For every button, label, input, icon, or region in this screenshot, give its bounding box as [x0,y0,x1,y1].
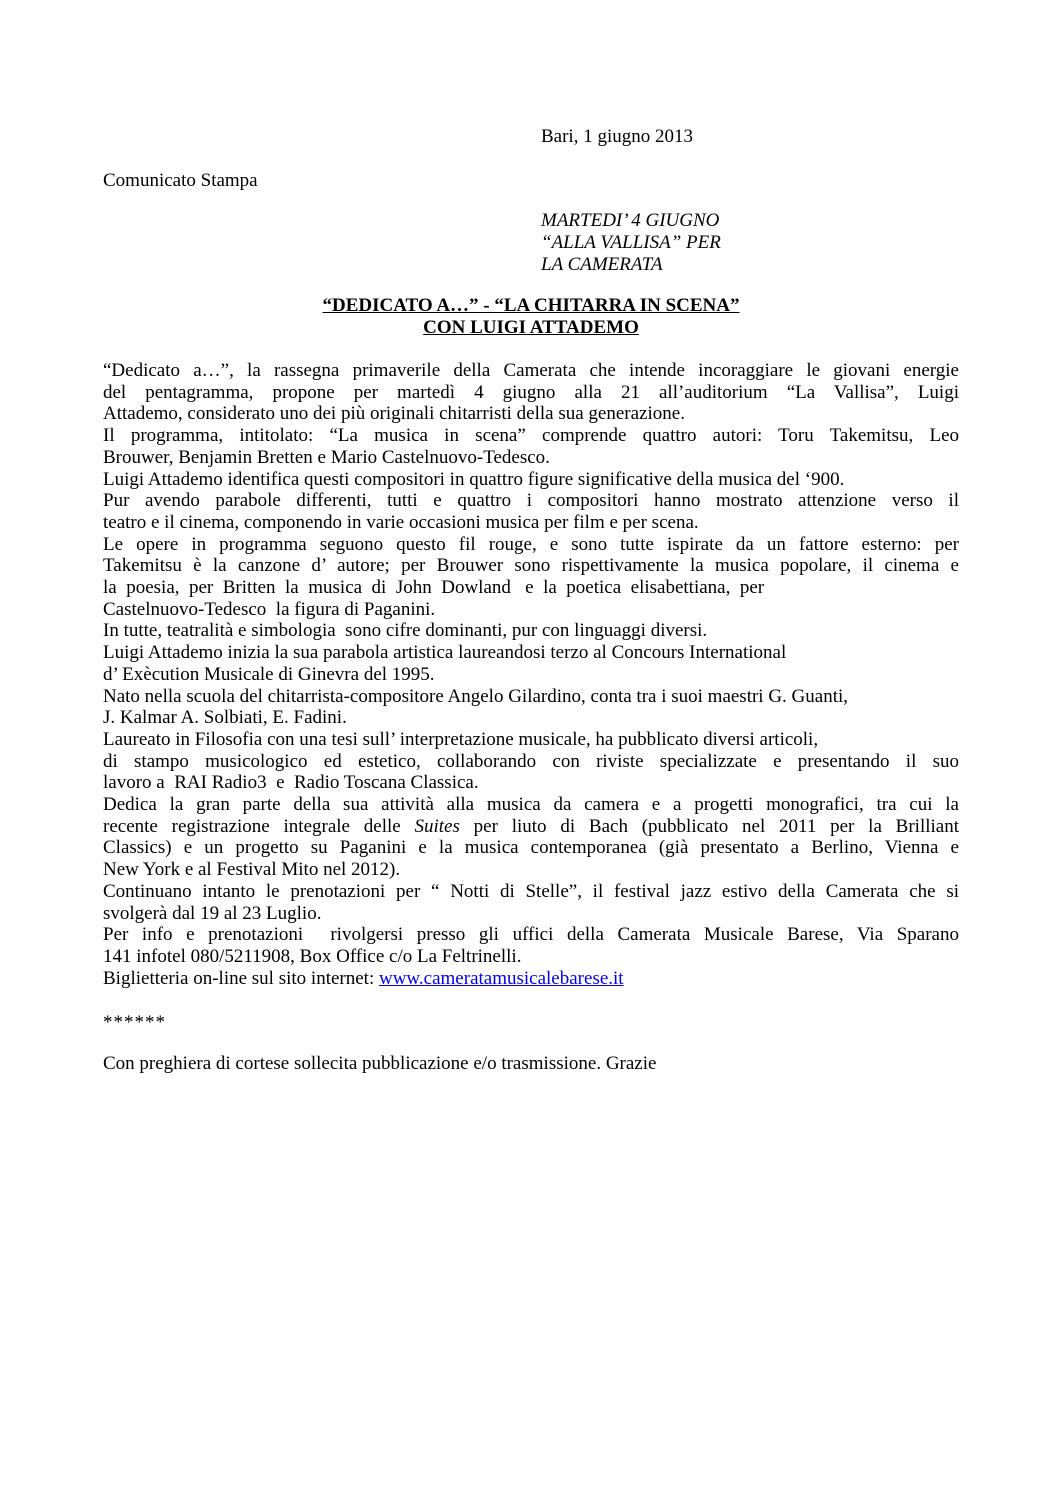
headline-line-1: “DEDICATO A…” - “LA CHITARRA IN SCENA” [322,295,740,316]
body-line: di stampo musicologico ed estetico, collaborando con riviste specializzate e presentando il suo [103,750,959,772]
event-line: MARTEDI’ 4 GIUGNO [541,210,720,231]
body-line: 141 infotel 080/5211908, Box Office c/o La Feltrinelli. [103,945,522,967]
headline-line-2: CON LUIGI ATTADEMO [423,317,639,338]
body-line: Luigi Attademo identifica questi compositori in quattro figure significative della musica del ‘900. [103,468,845,490]
ticket-line [103,968,959,990]
body-line: Dedica la gran parte della sua attività alla musica da camera e a progetti monografici, tra cui la [103,794,959,816]
body-line: Takemitsu è la canzone d’ autore; per Brouwer sono rispettivamente la musica popolare, il cinema e [103,555,959,577]
body-line: d’ Exècution Musicale di Ginevra del 1995. [103,663,435,685]
body-line: Per info e prenotazioni rivolgersi presso gli uffici della Camerata Musicale Barese, Via Sparano [103,924,959,946]
suites-title: Suites [414,815,460,837]
closing-line: Con preghiera di cortese sollecita pubblicazione e/o trasmissione. Grazie [103,1053,657,1074]
suites-line-before: recente registrazione integrale delle [103,815,415,837]
body-line: Nato nella scuola del chitarrista-compositore Angelo Gilardino, conta tra i suoi maestri G. Guanti, [103,685,849,707]
body-line: lavoro a RAI Radio3 e Radio Toscana Classica. [103,772,479,794]
event-line: LA CAMERATA [541,254,663,275]
body-line: Il programma, intitolato: “La musica in scena” comprende quattro autori: Toru Takemitsu, Leo [103,425,959,447]
separator: ****** [103,1012,166,1033]
event-line: “ALLA VALLISA” PER [541,232,721,253]
body-line: Castelnuovo-Tedesco la figura di Paganini. [103,598,436,620]
body-line: “Dedicato a…”, la rassegna primaverile della Camerata che intende incoraggiare le giovani energie [103,360,959,381]
body-line: svolgerà dal 19 al 23 Luglio. [103,902,322,924]
event-announcement [541,210,721,276]
document-type: Comunicato Stampa [103,170,258,191]
dateline: Bari, 1 giugno 2013 [541,126,693,147]
body-line: Pur avendo parabole differenti, tutti e quattro i compositori hanno mostrato attenzione verso il [103,490,959,512]
body-line: Brouwer, Benjamin Bretten e Mario Castelnuovo-Tedesco. [103,446,550,468]
headline [103,295,959,339]
website-link[interactable]: www.cameratamusicalebarese.it [378,967,624,989]
body-line: In tutte, teatralità e simbologia sono cifre dominanti, pur con linguaggi diversi. [103,620,708,642]
body-line: New York e al Festival Mito nel 2012). [103,859,401,881]
body-line: Attademo, considerato uno dei più originali chitarristi della sua generazione. [103,403,685,425]
press-release-body [103,360,959,989]
body-line-suites [103,816,959,838]
body-line: la poesia, per Britten la musica di John Dowland e la poetica elisabettiana, per [103,577,765,599]
body-line: Le opere in programma seguono questo fil rouge, e sono tutte ispirate da un fattore esterno: per [103,533,959,555]
body-line: Luigi Attademo inizia la sua parabola artistica laureandosi terzo al Concours International [103,642,787,664]
body-line: Classics) e un progetto su Paganini e la musica contemporanea (già presentato a Berlino, Vienna e [103,837,959,859]
body-line: Continuano intanto le prenotazioni per “ Notti di Stelle”, il festival jazz estivo della Camerata che si [103,880,959,902]
body-line: Laureato in Filosofia con una tesi sull’ interpretazione musicale, ha pubblicato diversi articoli, [103,728,819,750]
ticket-label: Biglietteria on-line sul sito internet: [103,967,379,989]
body-line: del pentagramma, propone per martedì 4 giugno alla 21 all’auditorium “La Vallisa”, Luigi [103,381,959,403]
body-line: J. Kalmar A. Solbiati, E. Fadini. [103,707,347,729]
body-line: teatro e il cinema, componendo in varie occasioni musica per film e per scena. [103,511,699,533]
suites-line-after: per liuto di Bach (pubblicato nel 2011 per la Brilliant [459,815,959,837]
